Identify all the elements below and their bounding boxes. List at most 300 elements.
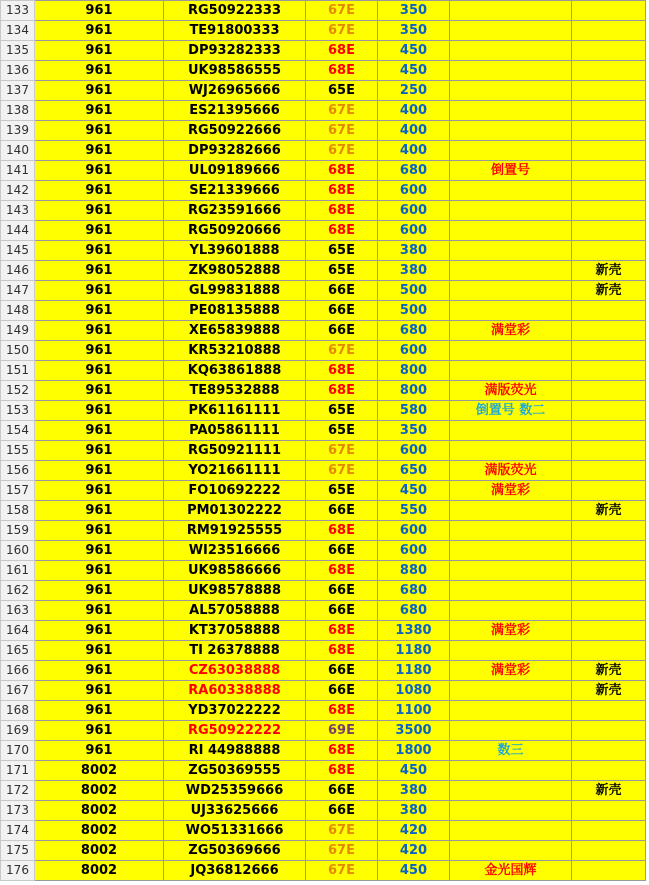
cell-series[interactable]: 961 xyxy=(35,201,164,221)
cell-price[interactable]: 1180 xyxy=(378,661,450,681)
cell-series[interactable]: 961 xyxy=(35,581,164,601)
cell-series[interactable]: 961 xyxy=(35,261,164,281)
cell-remark[interactable]: 满堂彩 xyxy=(450,661,572,681)
cell-remark[interactable]: 满堂彩 xyxy=(450,481,572,501)
cell-grade[interactable]: 66E xyxy=(306,301,378,321)
cell-price[interactable]: 400 xyxy=(378,141,450,161)
cell-serial-number[interactable]: WD25359666 xyxy=(164,781,306,801)
cell-remark[interactable] xyxy=(450,781,572,801)
cell-remark[interactable] xyxy=(450,121,572,141)
cell-series[interactable]: 961 xyxy=(35,721,164,741)
cell-serial-number[interactable]: YO21661111 xyxy=(164,461,306,481)
cell-grade[interactable]: 66E xyxy=(306,541,378,561)
row-number-header[interactable]: 134 xyxy=(1,21,35,41)
cell-serial-number[interactable]: ZG50369666 xyxy=(164,841,306,861)
cell-grade[interactable]: 67E xyxy=(306,461,378,481)
cell-shell-note[interactable] xyxy=(572,561,646,581)
cell-price[interactable]: 680 xyxy=(378,601,450,621)
cell-serial-number[interactable]: TE91800333 xyxy=(164,21,306,41)
row-number-header[interactable]: 159 xyxy=(1,521,35,541)
cell-serial-number[interactable]: ZG50369555 xyxy=(164,761,306,781)
cell-shell-note[interactable] xyxy=(572,241,646,261)
cell-series[interactable]: 961 xyxy=(35,541,164,561)
cell-serial-number[interactable]: CZ63038888 xyxy=(164,661,306,681)
cell-remark[interactable]: 满版荧光 xyxy=(450,381,572,401)
cell-price[interactable]: 450 xyxy=(378,761,450,781)
cell-serial-number[interactable]: AL57058888 xyxy=(164,601,306,621)
cell-shell-note[interactable] xyxy=(572,741,646,761)
cell-remark[interactable] xyxy=(450,561,572,581)
cell-shell-note[interactable] xyxy=(572,121,646,141)
cell-remark[interactable] xyxy=(450,261,572,281)
cell-series[interactable]: 961 xyxy=(35,701,164,721)
row-number-header[interactable]: 172 xyxy=(1,781,35,801)
cell-remark[interactable]: 数三 xyxy=(450,741,572,761)
row-number-header[interactable]: 146 xyxy=(1,261,35,281)
cell-remark[interactable] xyxy=(450,341,572,361)
cell-grade[interactable]: 68E xyxy=(306,61,378,81)
cell-price[interactable]: 800 xyxy=(378,381,450,401)
cell-remark[interactable] xyxy=(450,801,572,821)
cell-remark[interactable] xyxy=(450,641,572,661)
cell-remark[interactable] xyxy=(450,361,572,381)
cell-grade[interactable]: 68E xyxy=(306,621,378,641)
cell-series[interactable]: 961 xyxy=(35,741,164,761)
cell-grade[interactable]: 69E xyxy=(306,721,378,741)
cell-price[interactable]: 400 xyxy=(378,121,450,141)
row-number-header[interactable]: 156 xyxy=(1,461,35,481)
row-number-header[interactable]: 175 xyxy=(1,841,35,861)
cell-serial-number[interactable]: UK98578888 xyxy=(164,581,306,601)
cell-shell-note[interactable] xyxy=(572,201,646,221)
cell-serial-number[interactable]: RM91925555 xyxy=(164,521,306,541)
cell-grade[interactable]: 67E xyxy=(306,441,378,461)
cell-serial-number[interactable]: RG50922333 xyxy=(164,1,306,21)
cell-price[interactable]: 880 xyxy=(378,561,450,581)
cell-price[interactable]: 600 xyxy=(378,181,450,201)
row-number-header[interactable]: 160 xyxy=(1,541,35,561)
cell-shell-note[interactable] xyxy=(572,361,646,381)
cell-grade[interactable]: 66E xyxy=(306,281,378,301)
cell-grade[interactable]: 68E xyxy=(306,381,378,401)
cell-remark[interactable] xyxy=(450,241,572,261)
cell-grade[interactable]: 67E xyxy=(306,141,378,161)
cell-shell-note[interactable] xyxy=(572,821,646,841)
cell-grade[interactable]: 65E xyxy=(306,261,378,281)
cell-price[interactable]: 3500 xyxy=(378,721,450,741)
row-number-header[interactable]: 133 xyxy=(1,1,35,21)
cell-serial-number[interactable]: XE65839888 xyxy=(164,321,306,341)
cell-remark[interactable] xyxy=(450,721,572,741)
cell-grade[interactable]: 66E xyxy=(306,501,378,521)
cell-grade[interactable]: 66E xyxy=(306,801,378,821)
cell-serial-number[interactable]: RG50922666 xyxy=(164,121,306,141)
cell-remark[interactable]: 金光国辉 xyxy=(450,861,572,881)
cell-remark[interactable] xyxy=(450,441,572,461)
row-number-header[interactable]: 171 xyxy=(1,761,35,781)
cell-remark[interactable] xyxy=(450,61,572,81)
cell-serial-number[interactable]: RI 44988888 xyxy=(164,741,306,761)
cell-series[interactable]: 961 xyxy=(35,241,164,261)
cell-shell-note[interactable] xyxy=(572,481,646,501)
cell-price[interactable]: 500 xyxy=(378,301,450,321)
cell-serial-number[interactable]: WI23516666 xyxy=(164,541,306,561)
cell-shell-note[interactable] xyxy=(572,401,646,421)
cell-shell-note[interactable] xyxy=(572,101,646,121)
row-number-header[interactable]: 152 xyxy=(1,381,35,401)
cell-series[interactable]: 8002 xyxy=(35,801,164,821)
cell-serial-number[interactable]: YL39601888 xyxy=(164,241,306,261)
cell-grade[interactable]: 68E xyxy=(306,161,378,181)
cell-series[interactable]: 8002 xyxy=(35,841,164,861)
cell-remark[interactable] xyxy=(450,541,572,561)
cell-shell-note[interactable] xyxy=(572,601,646,621)
cell-series[interactable]: 961 xyxy=(35,321,164,341)
cell-shell-note[interactable] xyxy=(572,801,646,821)
row-number-header[interactable]: 154 xyxy=(1,421,35,441)
cell-shell-note[interactable] xyxy=(572,381,646,401)
cell-shell-note[interactable] xyxy=(572,721,646,741)
cell-remark[interactable] xyxy=(450,281,572,301)
cell-serial-number[interactable]: SE21339666 xyxy=(164,181,306,201)
cell-remark[interactable] xyxy=(450,221,572,241)
cell-shell-note[interactable] xyxy=(572,761,646,781)
cell-serial-number[interactable]: FO10692222 xyxy=(164,481,306,501)
cell-remark[interactable] xyxy=(450,81,572,101)
row-number-header[interactable]: 165 xyxy=(1,641,35,661)
cell-remark[interactable] xyxy=(450,701,572,721)
cell-serial-number[interactable]: RG50921111 xyxy=(164,441,306,461)
cell-serial-number[interactable]: WO51331666 xyxy=(164,821,306,841)
cell-grade[interactable]: 68E xyxy=(306,41,378,61)
row-number-header[interactable]: 169 xyxy=(1,721,35,741)
row-number-header[interactable]: 170 xyxy=(1,741,35,761)
cell-series[interactable]: 961 xyxy=(35,421,164,441)
cell-remark[interactable] xyxy=(450,201,572,221)
row-number-header[interactable]: 164 xyxy=(1,621,35,641)
cell-shell-note[interactable] xyxy=(572,1,646,21)
cell-serial-number[interactable]: PM01302222 xyxy=(164,501,306,521)
cell-serial-number[interactable]: RG50922222 xyxy=(164,721,306,741)
cell-grade[interactable]: 68E xyxy=(306,561,378,581)
row-number-header[interactable]: 166 xyxy=(1,661,35,681)
cell-shell-note[interactable] xyxy=(572,621,646,641)
cell-shell-note[interactable]: 新壳 xyxy=(572,781,646,801)
cell-price[interactable]: 580 xyxy=(378,401,450,421)
cell-shell-note[interactable] xyxy=(572,321,646,341)
cell-price[interactable]: 450 xyxy=(378,861,450,881)
row-number-header[interactable]: 139 xyxy=(1,121,35,141)
cell-series[interactable]: 961 xyxy=(35,301,164,321)
row-number-header[interactable]: 157 xyxy=(1,481,35,501)
cell-series[interactable]: 961 xyxy=(35,641,164,661)
cell-grade[interactable]: 66E xyxy=(306,681,378,701)
cell-grade[interactable]: 65E xyxy=(306,401,378,421)
row-number-header[interactable]: 168 xyxy=(1,701,35,721)
cell-serial-number[interactable]: KQ63861888 xyxy=(164,361,306,381)
cell-series[interactable]: 961 xyxy=(35,121,164,141)
cell-serial-number[interactable]: YD37022222 xyxy=(164,701,306,721)
cell-series[interactable]: 961 xyxy=(35,101,164,121)
cell-shell-note[interactable]: 新壳 xyxy=(572,501,646,521)
cell-price[interactable]: 350 xyxy=(378,1,450,21)
cell-price[interactable]: 600 xyxy=(378,441,450,461)
cell-series[interactable]: 8002 xyxy=(35,781,164,801)
cell-price[interactable]: 400 xyxy=(378,101,450,121)
cell-shell-note[interactable] xyxy=(572,541,646,561)
row-number-header[interactable]: 144 xyxy=(1,221,35,241)
cell-grade[interactable]: 67E xyxy=(306,821,378,841)
cell-grade[interactable]: 65E xyxy=(306,421,378,441)
cell-series[interactable]: 961 xyxy=(35,361,164,381)
cell-price[interactable]: 380 xyxy=(378,261,450,281)
row-number-header[interactable]: 135 xyxy=(1,41,35,61)
cell-price[interactable]: 1100 xyxy=(378,701,450,721)
cell-price[interactable]: 420 xyxy=(378,841,450,861)
row-number-header[interactable]: 138 xyxy=(1,101,35,121)
cell-series[interactable]: 961 xyxy=(35,681,164,701)
cell-price[interactable]: 380 xyxy=(378,241,450,261)
cell-series[interactable]: 961 xyxy=(35,401,164,421)
cell-serial-number[interactable]: KR53210888 xyxy=(164,341,306,361)
cell-shell-note[interactable] xyxy=(572,21,646,41)
cell-price[interactable]: 350 xyxy=(378,21,450,41)
cell-grade[interactable]: 68E xyxy=(306,761,378,781)
cell-serial-number[interactable]: WJ26965666 xyxy=(164,81,306,101)
cell-series[interactable]: 8002 xyxy=(35,821,164,841)
cell-series[interactable]: 961 xyxy=(35,461,164,481)
cell-shell-note[interactable] xyxy=(572,461,646,481)
cell-serial-number[interactable]: RG23591666 xyxy=(164,201,306,221)
cell-series[interactable]: 961 xyxy=(35,161,164,181)
cell-serial-number[interactable]: ZK98052888 xyxy=(164,261,306,281)
cell-grade[interactable]: 68E xyxy=(306,221,378,241)
cell-price[interactable]: 800 xyxy=(378,361,450,381)
row-number-header[interactable]: 174 xyxy=(1,821,35,841)
cell-remark[interactable]: 满堂彩 xyxy=(450,621,572,641)
cell-series[interactable]: 961 xyxy=(35,381,164,401)
cell-serial-number[interactable]: ES21395666 xyxy=(164,101,306,121)
cell-grade[interactable]: 66E xyxy=(306,601,378,621)
cell-grade[interactable]: 68E xyxy=(306,361,378,381)
cell-series[interactable]: 961 xyxy=(35,601,164,621)
cell-price[interactable]: 680 xyxy=(378,161,450,181)
row-number-header[interactable]: 150 xyxy=(1,341,35,361)
cell-series[interactable]: 961 xyxy=(35,81,164,101)
cell-remark[interactable] xyxy=(450,521,572,541)
cell-grade[interactable]: 65E xyxy=(306,241,378,261)
cell-price[interactable]: 1180 xyxy=(378,641,450,661)
cell-grade[interactable]: 68E xyxy=(306,201,378,221)
cell-serial-number[interactable]: TE89532888 xyxy=(164,381,306,401)
row-number-header[interactable]: 149 xyxy=(1,321,35,341)
row-number-header[interactable]: 137 xyxy=(1,81,35,101)
row-number-header[interactable]: 145 xyxy=(1,241,35,261)
cell-grade[interactable]: 68E xyxy=(306,641,378,661)
cell-remark[interactable] xyxy=(450,821,572,841)
cell-series[interactable]: 8002 xyxy=(35,861,164,881)
cell-grade[interactable]: 67E xyxy=(306,341,378,361)
cell-remark[interactable] xyxy=(450,101,572,121)
cell-price[interactable]: 600 xyxy=(378,221,450,241)
cell-price[interactable]: 1380 xyxy=(378,621,450,641)
cell-series[interactable]: 961 xyxy=(35,521,164,541)
cell-grade[interactable]: 65E xyxy=(306,481,378,501)
row-number-header[interactable]: 176 xyxy=(1,861,35,881)
cell-remark[interactable] xyxy=(450,421,572,441)
cell-series[interactable]: 961 xyxy=(35,281,164,301)
cell-shell-note[interactable]: 新壳 xyxy=(572,681,646,701)
cell-serial-number[interactable]: JQ36812666 xyxy=(164,861,306,881)
cell-grade[interactable]: 67E xyxy=(306,101,378,121)
cell-serial-number[interactable]: DP93282333 xyxy=(164,41,306,61)
cell-grade[interactable]: 67E xyxy=(306,1,378,21)
cell-shell-note[interactable] xyxy=(572,141,646,161)
cell-serial-number[interactable]: UJ33625666 xyxy=(164,801,306,821)
cell-grade[interactable]: 67E xyxy=(306,21,378,41)
cell-grade[interactable]: 68E xyxy=(306,701,378,721)
cell-series[interactable]: 961 xyxy=(35,481,164,501)
cell-series[interactable]: 961 xyxy=(35,621,164,641)
cell-shell-note[interactable] xyxy=(572,341,646,361)
cell-remark[interactable] xyxy=(450,181,572,201)
cell-price[interactable]: 450 xyxy=(378,61,450,81)
row-number-header[interactable]: 140 xyxy=(1,141,35,161)
cell-serial-number[interactable]: DP93282666 xyxy=(164,141,306,161)
cell-shell-note[interactable] xyxy=(572,701,646,721)
cell-price[interactable]: 250 xyxy=(378,81,450,101)
cell-shell-note[interactable] xyxy=(572,81,646,101)
cell-serial-number[interactable]: UK98586666 xyxy=(164,561,306,581)
cell-shell-note[interactable] xyxy=(572,61,646,81)
cell-serial-number[interactable]: KT37058888 xyxy=(164,621,306,641)
row-number-header[interactable]: 167 xyxy=(1,681,35,701)
cell-series[interactable]: 961 xyxy=(35,661,164,681)
cell-series[interactable]: 961 xyxy=(35,41,164,61)
row-number-header[interactable]: 162 xyxy=(1,581,35,601)
cell-series[interactable]: 961 xyxy=(35,141,164,161)
cell-serial-number[interactable]: RA60338888 xyxy=(164,681,306,701)
cell-series[interactable]: 961 xyxy=(35,21,164,41)
cell-price[interactable]: 500 xyxy=(378,281,450,301)
cell-serial-number[interactable]: UL09189666 xyxy=(164,161,306,181)
row-number-header[interactable]: 147 xyxy=(1,281,35,301)
cell-serial-number[interactable]: TI 26378888 xyxy=(164,641,306,661)
cell-remark[interactable] xyxy=(450,301,572,321)
cell-shell-note[interactable]: 新壳 xyxy=(572,661,646,681)
cell-shell-note[interactable] xyxy=(572,421,646,441)
cell-price[interactable]: 600 xyxy=(378,201,450,221)
cell-serial-number[interactable]: PK61161111 xyxy=(164,401,306,421)
cell-grade[interactable]: 68E xyxy=(306,521,378,541)
cell-remark[interactable]: 倒置号 xyxy=(450,161,572,181)
cell-shell-note[interactable] xyxy=(572,581,646,601)
cell-shell-note[interactable] xyxy=(572,861,646,881)
cell-shell-note[interactable] xyxy=(572,301,646,321)
cell-price[interactable]: 680 xyxy=(378,321,450,341)
cell-price[interactable]: 600 xyxy=(378,521,450,541)
cell-price[interactable]: 450 xyxy=(378,481,450,501)
cell-series[interactable]: 961 xyxy=(35,221,164,241)
row-number-header[interactable]: 153 xyxy=(1,401,35,421)
cell-grade[interactable]: 66E xyxy=(306,781,378,801)
cell-price[interactable]: 680 xyxy=(378,581,450,601)
cell-grade[interactable]: 66E xyxy=(306,661,378,681)
cell-series[interactable]: 961 xyxy=(35,501,164,521)
cell-remark[interactable]: 倒置号 数二 xyxy=(450,401,572,421)
row-number-header[interactable]: 173 xyxy=(1,801,35,821)
row-number-header[interactable]: 161 xyxy=(1,561,35,581)
cell-remark[interactable] xyxy=(450,41,572,61)
cell-grade[interactable]: 66E xyxy=(306,581,378,601)
cell-series[interactable]: 961 xyxy=(35,561,164,581)
cell-price[interactable]: 600 xyxy=(378,541,450,561)
row-number-header[interactable]: 151 xyxy=(1,361,35,381)
cell-remark[interactable] xyxy=(450,681,572,701)
row-number-header[interactable]: 163 xyxy=(1,601,35,621)
row-number-header[interactable]: 143 xyxy=(1,201,35,221)
row-number-header[interactable]: 155 xyxy=(1,441,35,461)
cell-serial-number[interactable]: UK98586555 xyxy=(164,61,306,81)
cell-remark[interactable] xyxy=(450,501,572,521)
cell-serial-number[interactable]: PA05861111 xyxy=(164,421,306,441)
cell-shell-note[interactable] xyxy=(572,221,646,241)
cell-shell-note[interactable] xyxy=(572,41,646,61)
cell-shell-note[interactable] xyxy=(572,161,646,181)
cell-shell-note[interactable] xyxy=(572,181,646,201)
cell-series[interactable]: 961 xyxy=(35,1,164,21)
cell-remark[interactable] xyxy=(450,761,572,781)
cell-grade[interactable]: 67E xyxy=(306,841,378,861)
cell-shell-note[interactable]: 新壳 xyxy=(572,261,646,281)
cell-price[interactable]: 550 xyxy=(378,501,450,521)
cell-grade[interactable]: 68E xyxy=(306,741,378,761)
row-number-header[interactable]: 136 xyxy=(1,61,35,81)
cell-remark[interactable]: 满版荧光 xyxy=(450,461,572,481)
cell-price[interactable]: 350 xyxy=(378,421,450,441)
cell-price[interactable]: 380 xyxy=(378,801,450,821)
cell-price[interactable]: 600 xyxy=(378,341,450,361)
cell-price[interactable]: 650 xyxy=(378,461,450,481)
cell-remark[interactable] xyxy=(450,21,572,41)
cell-grade[interactable]: 67E xyxy=(306,121,378,141)
cell-grade[interactable]: 66E xyxy=(306,321,378,341)
cell-grade[interactable]: 65E xyxy=(306,81,378,101)
cell-shell-note[interactable] xyxy=(572,521,646,541)
cell-price[interactable]: 1080 xyxy=(378,681,450,701)
cell-remark[interactable]: 满堂彩 xyxy=(450,321,572,341)
cell-remark[interactable] xyxy=(450,581,572,601)
cell-grade[interactable]: 68E xyxy=(306,181,378,201)
cell-shell-note[interactable] xyxy=(572,641,646,661)
cell-remark[interactable] xyxy=(450,601,572,621)
cell-series[interactable]: 961 xyxy=(35,441,164,461)
cell-shell-note[interactable]: 新壳 xyxy=(572,281,646,301)
cell-remark[interactable] xyxy=(450,141,572,161)
cell-price[interactable]: 380 xyxy=(378,781,450,801)
cell-grade[interactable]: 67E xyxy=(306,861,378,881)
cell-serial-number[interactable]: RG50920666 xyxy=(164,221,306,241)
cell-series[interactable]: 8002 xyxy=(35,761,164,781)
cell-series[interactable]: 961 xyxy=(35,341,164,361)
cell-remark[interactable] xyxy=(450,1,572,21)
cell-price[interactable]: 450 xyxy=(378,41,450,61)
row-number-header[interactable]: 142 xyxy=(1,181,35,201)
cell-serial-number[interactable]: GL99831888 xyxy=(164,281,306,301)
cell-price[interactable]: 1800 xyxy=(378,741,450,761)
row-number-header[interactable]: 148 xyxy=(1,301,35,321)
cell-serial-number[interactable]: PE08135888 xyxy=(164,301,306,321)
